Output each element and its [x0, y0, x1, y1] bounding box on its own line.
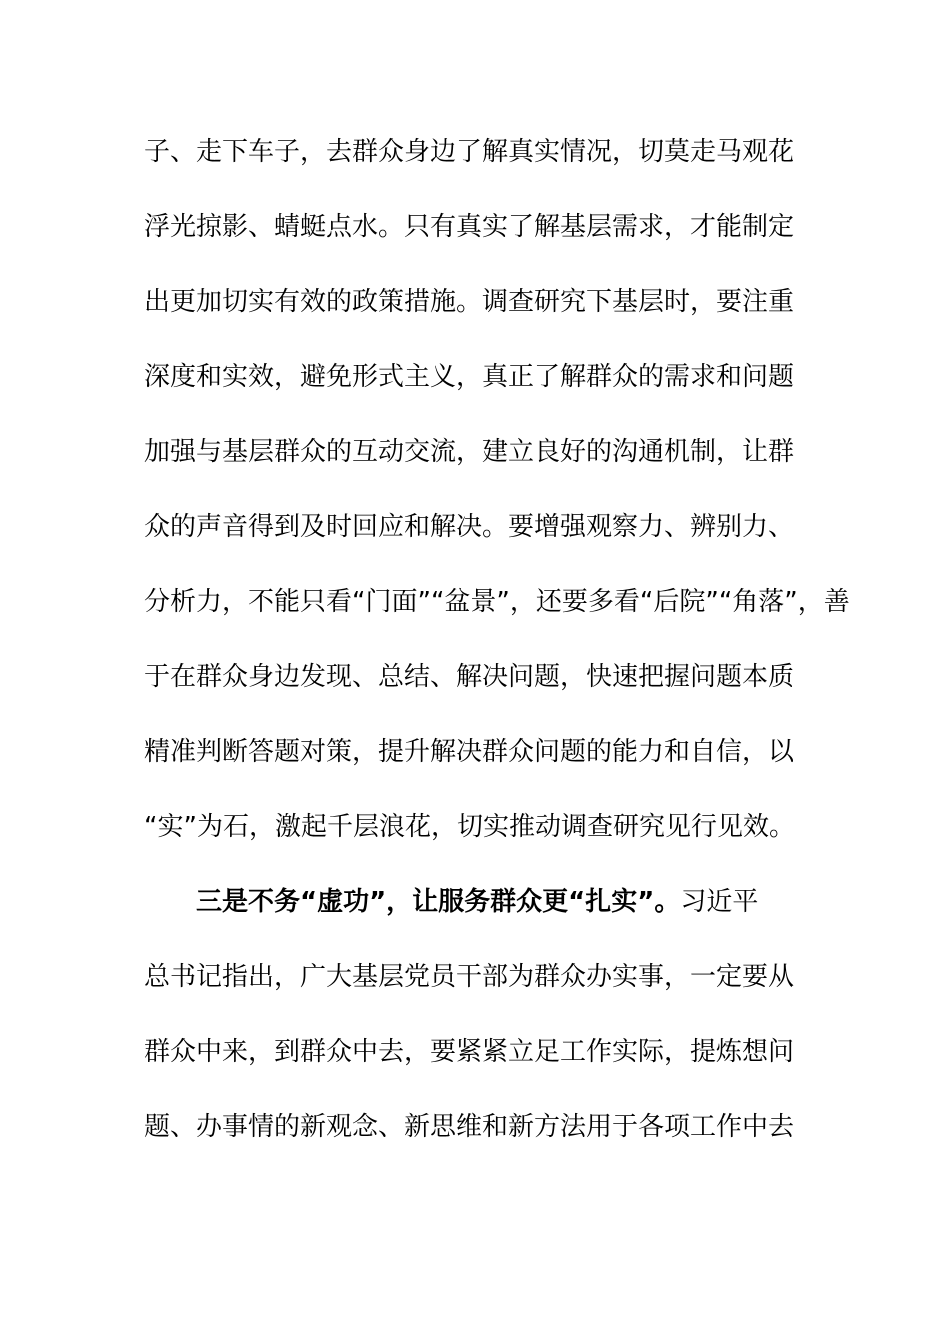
text-line: 题、办事情的新观念、新思维和新方法用于各项工作中去: [144, 1112, 795, 1142]
text-line: 子、走下车子，去群众身边了解真实情况，切莫走马观花: [144, 137, 795, 167]
text-line: 分析力，不能只看“门面”“盆景”，还要多看“后院”“角落”，善: [144, 587, 850, 617]
text-line: 于在群众身边发现、总结、解决问题，快速把握问题本质: [144, 662, 795, 692]
body-text: [144, 126, 850, 1176]
text-line: “实”为石，激起千层浪花，切实推动调查研究见行见效。: [144, 812, 795, 842]
text-line: 出更加切实有效的政策措施。调查研究下基层时，要注重: [144, 287, 795, 317]
text-line: 精准判断答题对策，提升解决群众问题的能力和自信，以: [144, 737, 795, 767]
paragraph-first-line: [144, 876, 824, 951]
text-line: 深度和实效，避免形式主义，真正了解群众的需求和问题: [144, 362, 795, 392]
paragraph-first-line-rest: 习近平: [680, 887, 759, 917]
text-line: 群众中来，到群众中去，要紧紧立足工作实际，提炼想问: [144, 1037, 795, 1067]
text-line: 浮光掠影、蜻蜓点水。只有真实了解基层需求，才能制定: [144, 212, 795, 242]
text-line: 总书记指出，广大基层党员干部为群众办实事，一定要从: [144, 962, 795, 992]
paragraph-heading: 三是不务“虚功”，让服务群众更“扎实”。: [196, 887, 681, 917]
text-line: 加强与基层群众的互动交流，建立良好的沟通机制，让群: [144, 437, 795, 467]
text-line: 众的声音得到及时回应和解决。要增强观察力、辨别力、: [144, 512, 795, 542]
